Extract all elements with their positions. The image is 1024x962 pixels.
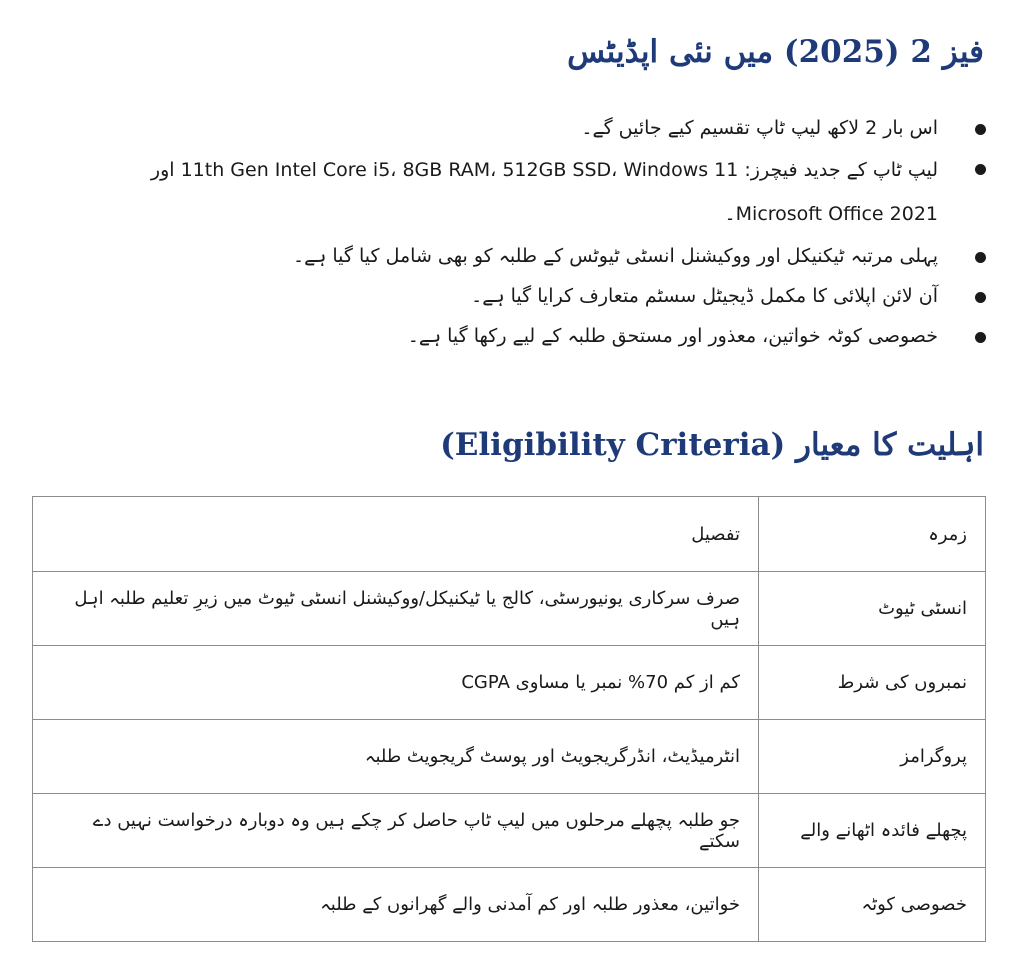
list-item: پہلی مرتبہ ٹیکنیکل اور ووکیشنل انسٹی ٹیوٹس کے طلبہ کو بھی شامل کیا گیا ہے۔ <box>78 236 938 276</box>
table-row <box>33 572 986 646</box>
table-header-row <box>33 497 986 572</box>
table-row <box>33 720 986 794</box>
list-item: خصوصی کوٹہ خواتین، معذور اور مستحق طلبہ کے لیے رکھا گیا ہے۔ <box>78 316 938 356</box>
table-row <box>33 646 986 720</box>
row-details: خواتین، معذور طلبہ اور کم آمدنی والے گھرانوں کے طلبہ <box>33 868 759 942</box>
list-item: آن لائن اپلائی کا مکمل ڈیجیٹل سسٹم متعارف کرایا گیا ہے۔ <box>78 276 938 316</box>
phase-2-heading: فیز 2 (2025) میں نئی اپڈیٹس <box>567 34 984 70</box>
row-details: کم از کم 70% نمبر یا مساوی CGPA <box>33 646 759 720</box>
header-details: تفصیل <box>33 497 759 572</box>
eligibility-heading: اہلیت کا معیار (Eligibility Criteria) <box>440 427 984 463</box>
row-details: جو طلبہ پچھلے مرحلوں میں لیپ ٹاپ حاصل کر چکے ہیں وہ دوبارہ درخواست نہیں دے سکتے <box>33 794 759 868</box>
table-row <box>33 868 986 942</box>
row-category: پچھلے فائدہ اٹھانے والے <box>759 794 986 868</box>
updates-list <box>78 108 938 356</box>
eligibility-table <box>32 496 986 942</box>
header-category: زمرہ <box>759 497 986 572</box>
row-details: انٹرمیڈیٹ، انڈرگریجویٹ اور پوسٹ گریجویٹ طلبہ <box>33 720 759 794</box>
list-item: اس بار 2 لاکھ لیپ ٹاپ تقسیم کیے جائیں گے۔ <box>78 108 938 148</box>
row-details: صرف سرکاری یونیورسٹی، کالج یا ٹیکنیکل/ووکیشنل انسٹی ٹیوٹ میں زیرِ تعلیم طلبہ اہل ہیں <box>33 572 759 646</box>
list-item: لیپ ٹاپ کے جدید فیچرز: 11th Gen Intel Core i5، 8GB RAM، 512GB SSD، Windows 11 اور Microsoft Office 2021۔ <box>78 148 938 236</box>
table-row <box>33 794 986 868</box>
row-category: خصوصی کوٹہ <box>759 868 986 942</box>
row-category: انسٹی ٹیوٹ <box>759 572 986 646</box>
row-category: نمبروں کی شرط <box>759 646 986 720</box>
row-category: پروگرامز <box>759 720 986 794</box>
